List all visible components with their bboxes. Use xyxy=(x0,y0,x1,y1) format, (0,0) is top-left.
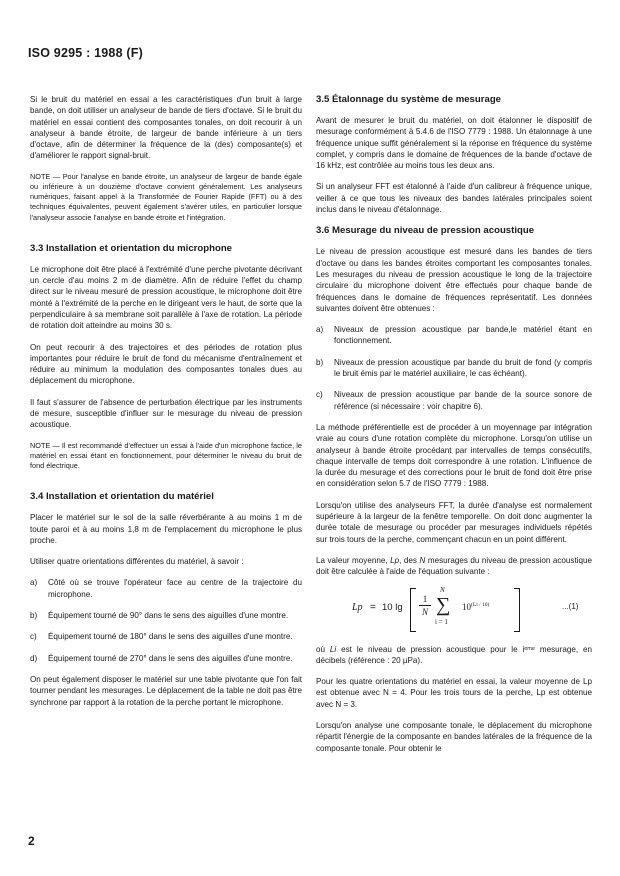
list-item: b) Niveaux de pression acoustique par bande du bruit de fond (y compris le bruit émis par le matériel auxiliaire, le cas échéant). xyxy=(316,357,592,379)
sum-upper-limit: N xyxy=(440,585,445,594)
paragraph-3-6-a: Le niveau de pression acoustique est mesuré dans les bandes de tiers d'octave ou dans les bandes étroites comportant les composantes tonales. Les mesurages du niveau de pression acoustique le long de la trajectoire circulaire du microphone doivent être effectués pour chaque bande de fréquences dans le domaine de fréquences représentatif. Les données suivantes doivent être obtenues : xyxy=(316,247,592,313)
sum-lower-limit: i = 1 xyxy=(435,617,448,626)
paragraph-3-6-f: Pour les quatre orientations du matériel en essai, la valeur moyenne de Lp est obtenue avec N = 4. Pour les trois tours de la perche, Lp est obtenue avec N = 3. xyxy=(316,677,592,709)
note-dummy-microphone: NOTE — Il est recommandé d'effectuer un essai à l'aide d'un microphone factice, le matériel en essai étant en fonctionnement, pour déterminer le niveau du bruit de fond électrique. xyxy=(30,440,302,471)
list-item: c) Équipement tourné de 180° dans le sens des aiguilles d'une montre. xyxy=(30,632,293,642)
list-item: d) Équipement tourné de 270° dans le sens des aiguilles d'une montre. xyxy=(30,653,293,663)
paragraph-3-6-d: La valeur moyenne, Lp, des N mesurages du niveau de pression acoustique doit être calculée à l'aide de l'équation suivante : xyxy=(316,555,593,577)
page-number: 2 xyxy=(28,834,35,848)
note-narrowband: NOTE — Pour l'analyse en bande étroite, un analyseur de largeur de bande égale ou inférieure à un douzième d'octave convient généralement. Les analyseurs numériques, faisant appel à la Transformée de Fourier Rapide (FFT) ou à des techniques équivalentes, peuvent également s'avérer utiles, en particulier lorsque l'analyseur associe l'analyse en bande étroite et l'intégration. xyxy=(30,171,302,222)
right-bracket xyxy=(514,588,520,632)
paragraph-3-6-e: où Li est le niveau de pression acoustique pour le iᵉᵐᵉ mesurage, en décibels (référence : 20 µPa). xyxy=(316,644,592,665)
equation-power: $10^{(Li / 10)}$ xyxy=(462,601,490,612)
equation-equals: = xyxy=(370,601,376,613)
equation-number: ...(1) xyxy=(562,601,579,611)
paragraph-3-6-b: La méthode préférentielle est de procéder à un moyennage par intégration vraie au cours d'une rotation complète du microphone. Lorsqu'on utilise un analyseur à bande étroite procédant par intervalles de temps consécutifs, chaque intervalle de temps doit correspondre à une rotation. L'influence de la durée du mesurage et des corrections pour le bruit de fond doit être prise en considération selon 5.7 de l'ISO 7779 : 1988. xyxy=(316,422,592,489)
paragraph-3-5-a: Avant de mesurer le bruit du matériel, on doit étalonner le dispositif de mesurage conformément à 5.4.6 de l'ISO 7779 : 1988. Un étalonnage à une fréquence unique suffit généralement si la réponse en fréquence du système complet, y compris dans le domaine de fréquences de la bande d'octave de 16 kHz, est contrôlée au moins tous les deux ans. xyxy=(316,116,592,171)
sigma-icon: ∑ xyxy=(436,593,451,616)
equation-lhs: Lp xyxy=(352,601,363,613)
paragraph-3-5-b: Si un analyseur FFT est étalonné à l'aide d'un calibreur à fréquence unique, veiller à ce que tous les niveaux des bandes latérales principales soient inclus dans le niveau d'étalonnage. xyxy=(316,182,592,215)
left-column xyxy=(30,94,302,718)
paragraph-3-3-b: On peut recourir à des trajectoires et des périodes de rotation plus importantes pour réduire le bruit de fond du mécanisme d'entraînement et réduire au minimum la modulation des composantes tonales dues au déplacement du microphone. xyxy=(30,342,302,386)
paragraph-3-6-c: Lorsqu'on utilise des analyseurs FFT, la durée d'analyse est normalement supérieure à la largeur de la fenêtre temporelle. On doit donc augmenter la durée totale de mesurage ou procéder par mesurages individuels répétés sur trois tours de la perche, commençant chacun en un point différent. xyxy=(316,500,592,544)
paragraph-3-4-b: Utiliser quatre orientations différentes du matériel, à savoir : xyxy=(30,557,244,567)
list-item: b) Équipement tourné de 90° dans le sens des aiguilles d'une montre. xyxy=(30,611,289,621)
list-item: a) Niveaux de pression acoustique par bande,le matériel étant en fonctionnement. xyxy=(316,325,592,346)
left-bracket xyxy=(410,588,416,632)
document-header: ISO 9295 : 1988 (F) xyxy=(28,46,143,60)
paragraph-3-4-a: Placer le matériel sur le sol de la salle réverbérante à au moins 1 m de toute paroi et à au moins 1,8 m de l'emplacement du microphone le plus proche. xyxy=(30,513,302,545)
paragraph-3-3-c: Il faut s'assurer de l'absence de perturbation électrique par les instruments de mesure, susceptible d'influer sur le mesurage du niveau de pression acoustique. xyxy=(30,397,302,430)
section-3-6-heading: 3.6 Mesurage du niveau de pression acoustique xyxy=(316,225,535,237)
list-item: c) Niveaux de pression acoustique par bande de la source sonore de référence (si nécessaire : voir chapitre 6). xyxy=(316,390,592,411)
section-3-4-heading: 3.4 Installation et orientation du matériel xyxy=(30,491,214,503)
list-item: a) Côté où se trouve l'opérateur face au centre de la trajectoire du microphone. xyxy=(30,578,302,599)
section-3-5-heading: 3.5 Étalonnage du système de mesurage xyxy=(316,94,502,105)
equation-fraction: 1 N xyxy=(419,594,431,617)
paragraph-3-4-c: On peut également disposer le matériel sur une table pivotante que l'on fait tourner pendant les mesurages. Le déplacement de la table ne doit pas être synchrone par rapport à la rotation de la perche portant le microphone. xyxy=(30,674,302,707)
right-column xyxy=(316,94,592,764)
paragraph-analyzer: Si le bruit du matériel en essai a les caractéristiques d'un bruit à large bande, on doit utiliser un analyseur de bande de tiers d'octave. Si le bruit du matériel en essai contient des composantes tonales, on doit recourir à un analyseur à bande étroite, de largeur de bande inférieure à un tiers d'octave, afin de déterminer la fréquence de la (des) composante(s) et d'améliorer le rapport signal-bruit. xyxy=(30,95,302,161)
equation-log: 10 lg xyxy=(382,601,403,613)
section-3-3-heading: 3.3 Installation et orientation du microphone xyxy=(30,242,233,254)
paragraph-3-6-g: Lorsqu'on analyse une composante tonale, le déplacement du microphone répartit l'énergie de la composante en bandes latérales de la fréquence de la composante tonale. Pour obtenir le xyxy=(316,720,592,753)
equation-1 xyxy=(316,585,592,634)
paragraph-3-3-a: Le microphone doit être placé à l'extrémité d'une perche pivotante décrivant un cercle d'au moins 2 m de diamètre. Afin de réduire l'effet du champ direct sur le niveau mesuré de pression acoustique, le microphone doit être monté à l'extrémité de la perche en le dirigeant vers le haut, de sorte que la perpendiculaire à sa membrane soit parallèle à l'axe de rotation. La période de rotation doit atteindre au moins 30 s. xyxy=(30,264,302,331)
